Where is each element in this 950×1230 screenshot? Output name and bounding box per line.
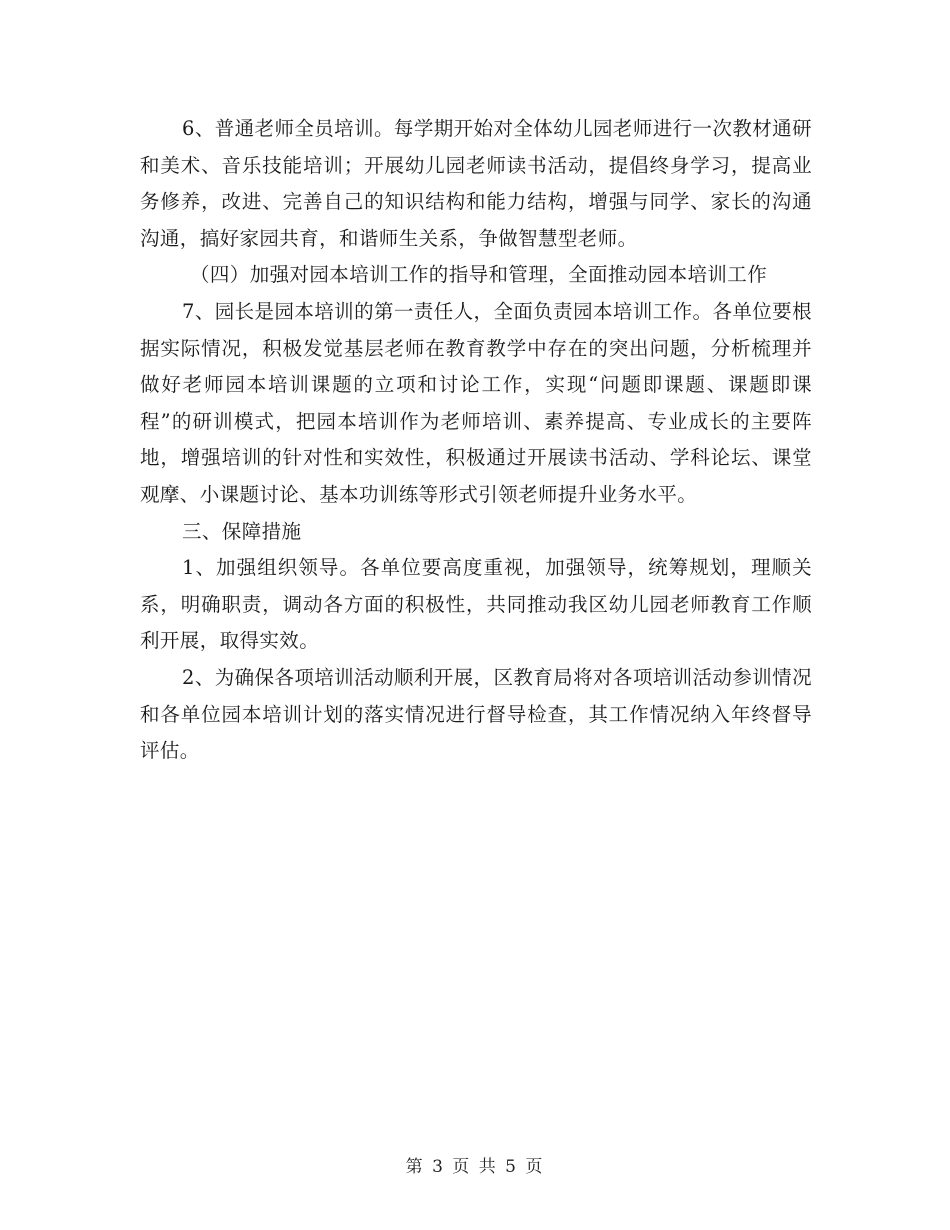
- section-heading-guidance: （四）加强对园本培训工作的指导和管理，全面推动园本培训工作: [190, 263, 768, 287]
- page-number-footer: 第 3 页 共 5 页: [405, 1157, 545, 1177]
- document-body: [140, 111, 812, 770]
- paragraph-teacher-training: 6、普通老师全员培训。每学期开始对全体幼儿园老师进行一次教材通研和美术、音乐技能培训；开展幼儿园老师读书活动，提倡终身学习，提高业务修养，改进、完善自己的知识结构和能力结构，增强与同学、家长的沟通沟通，搞好家园共育，和谐师生关系，争做智慧型老师。: [140, 117, 812, 250]
- paragraph-principal-responsibility: 7、园长是园本培训的第一责任人，全面负责园本培训工作。各单位要根据实际情况，积极发觉基层老师在教育教学中存在的突出问题，分析梳理并做好老师园本培训课题的立项和讨论工作，实现“问题即课题、课题即课程”的研训模式，把园本培训作为老师培训、素养提高、专业成长的主要阵地，增强培训的针对性和实效性，积极通过开展读书活动、学科论坛、课堂观摩、小课题讨论、基本功训练等形式引领老师提升业务水平。: [140, 299, 812, 506]
- section-heading-safeguards: 三、保障措施: [182, 519, 302, 543]
- paragraph-supervision: 2、为确保各项培训活动顺利开展，区教育局将对各项培训活动参训情况和各单位园本培训计划的落实情况进行督导检查，其工作情况纳入年终督导评估。: [140, 665, 812, 763]
- paragraph-organization-leadership: 1、加强组织领导。各单位要高度重视，加强领导，统筹规划，理顺关系，明确职责，调动各方面的积极性，共同推动我区幼儿园老师教育工作顺利开展，取得实效。: [140, 556, 812, 653]
